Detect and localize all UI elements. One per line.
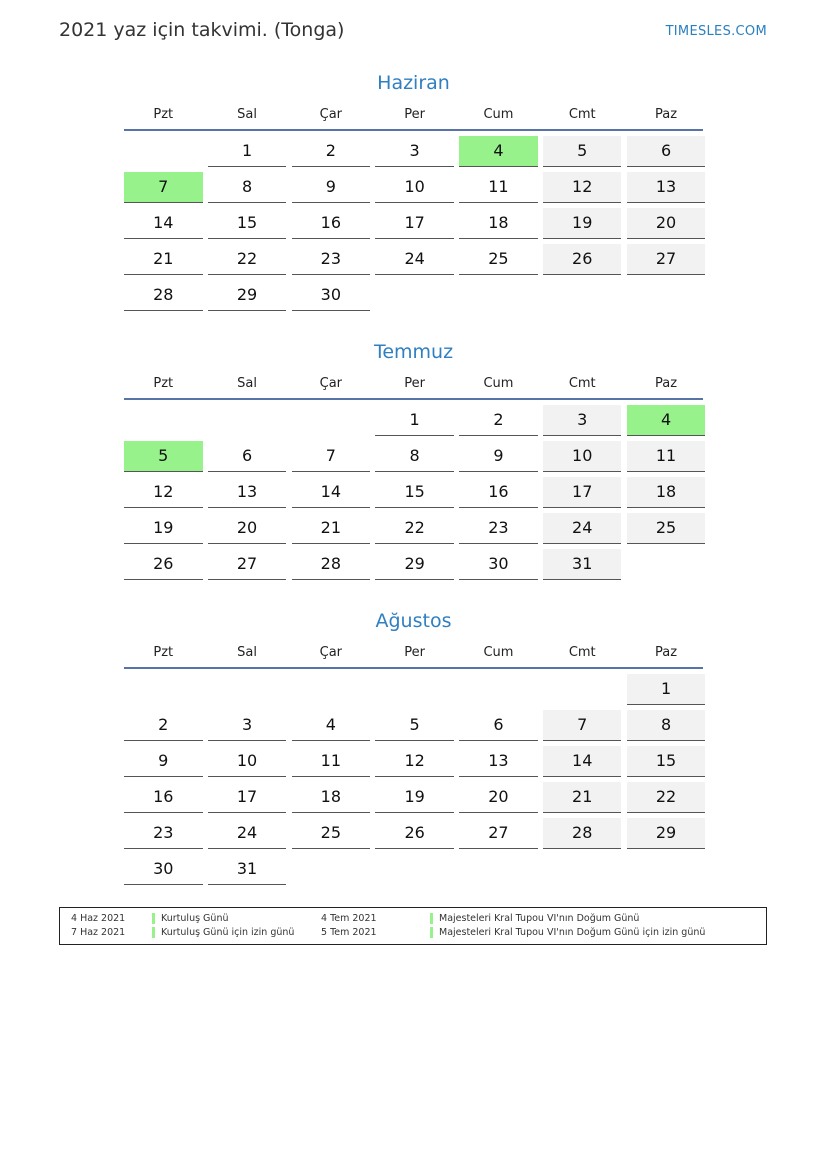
weekday-header <box>124 645 703 665</box>
day-cell[interactable]: 13 <box>627 172 706 203</box>
empty-cell <box>292 405 371 436</box>
day-cell[interactable]: 31 <box>543 549 622 580</box>
weekday-label: Cmt <box>568 645 596 660</box>
weekday-label: Sal <box>237 107 257 122</box>
day-cell[interactable]: 18 <box>292 782 371 813</box>
month-title: Haziran <box>377 72 450 94</box>
weekday-label: Sal <box>237 376 257 391</box>
day-cell[interactable]: 26 <box>543 244 622 275</box>
day-cell[interactable]: 30 <box>124 854 203 885</box>
weekday-label: Per <box>404 376 425 391</box>
day-cell[interactable]: 25 <box>627 513 706 544</box>
empty-cell <box>375 674 454 705</box>
day-cell[interactable]: 3 <box>375 136 454 167</box>
weekday-label: Paz <box>655 107 678 122</box>
weekday-header <box>124 376 703 396</box>
weekday-label: Pzt <box>153 376 174 391</box>
day-cell[interactable]: 30 <box>292 280 371 311</box>
empty-cell <box>292 674 371 705</box>
day-cell[interactable]: 2 <box>124 710 203 741</box>
holiday-legend <box>59 907 767 945</box>
day-cell[interactable]: 22 <box>208 244 287 275</box>
site-link[interactable]: TIMESLES.COM <box>665 24 767 39</box>
day-cell[interactable]: 23 <box>459 513 538 544</box>
day-cell[interactable]: 20 <box>208 513 287 544</box>
month-june <box>124 71 703 311</box>
day-cell[interactable]: 23 <box>292 244 371 275</box>
day-cell[interactable]: 19 <box>543 208 622 239</box>
legend-holiday-name: Kurtuluş Günü için izin günü <box>152 927 294 938</box>
legend-date: 4 Tem 2021 <box>321 913 377 924</box>
empty-cell <box>208 674 287 705</box>
month-title: Ağustos <box>375 610 452 632</box>
day-cell[interactable]: 28 <box>292 549 371 580</box>
day-cell[interactable]: 10 <box>543 441 622 472</box>
empty-cell <box>459 674 538 705</box>
day-cell[interactable]: 15 <box>627 746 706 777</box>
day-cell[interactable]: 5 <box>375 710 454 741</box>
weekday-header <box>124 107 703 127</box>
day-cell[interactable]: 17 <box>543 477 622 508</box>
weekday-label: Cum <box>483 645 514 660</box>
day-cell[interactable]: 22 <box>627 782 706 813</box>
empty-cell <box>124 136 203 167</box>
day-cell[interactable]: 3 <box>543 405 622 436</box>
header-divider <box>124 667 703 669</box>
day-cell[interactable]: 20 <box>459 782 538 813</box>
day-cell[interactable]: 9 <box>292 172 371 203</box>
empty-cell <box>208 405 287 436</box>
day-cell[interactable]: 6 <box>208 441 287 472</box>
day-cell[interactable]: 19 <box>375 782 454 813</box>
day-cell[interactable]: 8 <box>375 441 454 472</box>
weekday-label: Çar <box>319 107 343 122</box>
day-cell[interactable]: 17 <box>375 208 454 239</box>
day-cell[interactable]: 21 <box>292 513 371 544</box>
day-cell[interactable]: 27 <box>627 244 706 275</box>
day-cell[interactable]: 5 <box>543 136 622 167</box>
day-cell[interactable]: 7 <box>124 172 203 203</box>
day-cell[interactable]: 18 <box>627 477 706 508</box>
weekday-label: Per <box>404 645 425 660</box>
day-cell[interactable]: 22 <box>375 513 454 544</box>
day-cell[interactable]: 6 <box>459 710 538 741</box>
day-cell[interactable]: 9 <box>124 746 203 777</box>
day-cell[interactable]: 8 <box>208 172 287 203</box>
day-cell[interactable]: 1 <box>627 674 706 705</box>
legend-holiday-name: Majesteleri Kral Tupou VI'nın Doğum Günü için izin günü <box>430 927 705 938</box>
day-cell[interactable]: 28 <box>124 280 203 311</box>
day-cell[interactable]: 12 <box>375 746 454 777</box>
day-cell[interactable]: 30 <box>459 549 538 580</box>
weekday-label: Per <box>404 107 425 122</box>
day-cell[interactable]: 31 <box>208 854 287 885</box>
day-cell[interactable]: 9 <box>459 441 538 472</box>
weekday-label: Pzt <box>153 107 174 122</box>
day-cell[interactable]: 29 <box>627 818 706 849</box>
day-cell[interactable]: 15 <box>375 477 454 508</box>
day-cell[interactable]: 2 <box>292 136 371 167</box>
day-cell[interactable]: 19 <box>124 513 203 544</box>
month-august <box>124 609 703 885</box>
day-cell[interactable]: 11 <box>292 746 371 777</box>
day-cell[interactable]: 24 <box>208 818 287 849</box>
legend-date: 5 Tem 2021 <box>321 927 377 938</box>
page-title: 2021 yaz için takvimi. (Tonga) <box>59 19 345 41</box>
day-cell[interactable]: 29 <box>375 549 454 580</box>
day-grid <box>124 136 703 311</box>
month-title: Temmuz <box>373 341 454 363</box>
day-cell[interactable]: 20 <box>627 208 706 239</box>
day-cell[interactable]: 7 <box>543 710 622 741</box>
day-cell[interactable]: 6 <box>627 136 706 167</box>
day-grid <box>124 674 703 885</box>
day-cell[interactable]: 24 <box>375 244 454 275</box>
weekday-label: Pzt <box>153 645 174 660</box>
day-cell[interactable]: 10 <box>375 172 454 203</box>
weekday-label: Çar <box>319 645 343 660</box>
day-cell[interactable]: 8 <box>627 710 706 741</box>
weekday-label: Cum <box>483 107 514 122</box>
weekday-label: Paz <box>655 376 678 391</box>
day-cell[interactable]: 29 <box>208 280 287 311</box>
day-cell[interactable]: 26 <box>375 818 454 849</box>
day-cell[interactable]: 24 <box>543 513 622 544</box>
empty-cell <box>543 674 622 705</box>
day-grid <box>124 405 703 580</box>
header-divider <box>124 398 703 400</box>
day-cell[interactable]: 5 <box>124 441 203 472</box>
day-cell[interactable]: 26 <box>124 549 203 580</box>
day-cell[interactable]: 1 <box>208 136 287 167</box>
day-cell[interactable]: 18 <box>459 208 538 239</box>
day-cell[interactable]: 28 <box>543 818 622 849</box>
day-cell[interactable]: 3 <box>208 710 287 741</box>
weekday-label: Cum <box>483 376 514 391</box>
day-cell[interactable]: 17 <box>208 782 287 813</box>
day-cell[interactable]: 10 <box>208 746 287 777</box>
empty-cell <box>124 405 203 436</box>
weekday-label: Sal <box>237 645 257 660</box>
legend-date: 7 Haz 2021 <box>71 927 126 938</box>
day-cell[interactable]: 25 <box>459 244 538 275</box>
day-cell[interactable]: 12 <box>124 477 203 508</box>
legend-holiday-name: Majesteleri Kral Tupou VI'nın Doğum Günü <box>430 913 639 924</box>
weekday-label: Cmt <box>568 107 596 122</box>
day-cell[interactable]: 11 <box>459 172 538 203</box>
day-cell[interactable]: 4 <box>627 405 706 436</box>
day-cell[interactable]: 7 <box>292 441 371 472</box>
empty-cell <box>124 674 203 705</box>
day-cell[interactable]: 25 <box>292 818 371 849</box>
month-july <box>124 340 703 580</box>
day-cell[interactable]: 13 <box>208 477 287 508</box>
legend-date: 4 Haz 2021 <box>71 913 126 924</box>
day-cell[interactable]: 2 <box>459 405 538 436</box>
day-cell[interactable]: 4 <box>292 710 371 741</box>
day-cell[interactable]: 11 <box>627 441 706 472</box>
day-cell[interactable]: 21 <box>124 244 203 275</box>
day-cell[interactable]: 14 <box>124 208 203 239</box>
day-cell[interactable]: 23 <box>124 818 203 849</box>
day-cell[interactable]: 15 <box>208 208 287 239</box>
day-cell[interactable]: 27 <box>459 818 538 849</box>
day-cell[interactable]: 4 <box>459 136 538 167</box>
day-cell[interactable]: 12 <box>543 172 622 203</box>
day-cell[interactable]: 16 <box>124 782 203 813</box>
day-cell[interactable]: 16 <box>292 208 371 239</box>
weekday-label: Çar <box>319 376 343 391</box>
day-cell[interactable]: 21 <box>543 782 622 813</box>
day-cell[interactable]: 16 <box>459 477 538 508</box>
day-cell[interactable]: 14 <box>292 477 371 508</box>
day-cell[interactable]: 1 <box>375 405 454 436</box>
weekday-label: Cmt <box>568 376 596 391</box>
header-divider <box>124 129 703 131</box>
weekday-label: Paz <box>655 645 678 660</box>
day-cell[interactable]: 27 <box>208 549 287 580</box>
day-cell[interactable]: 14 <box>543 746 622 777</box>
day-cell[interactable]: 13 <box>459 746 538 777</box>
legend-holiday-name: Kurtuluş Günü <box>152 913 228 924</box>
